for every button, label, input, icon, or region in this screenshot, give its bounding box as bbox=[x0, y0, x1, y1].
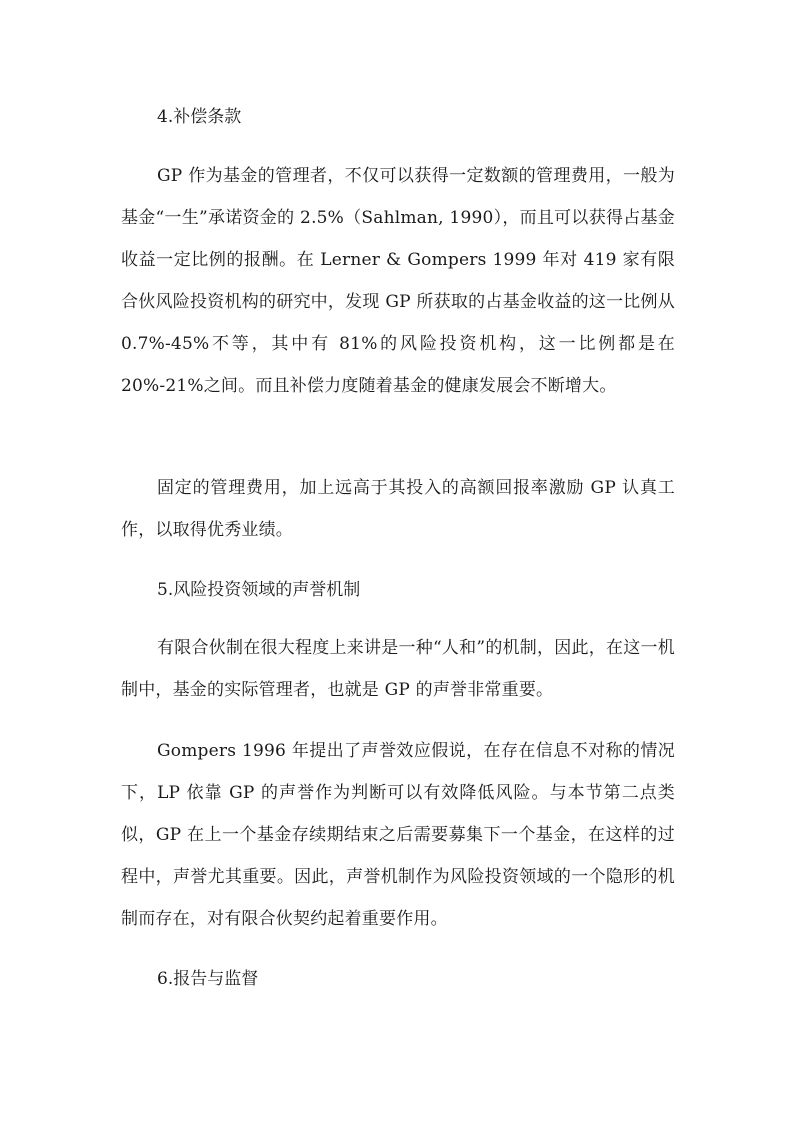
section-4-paragraph-1: GP 作为基金的管理者，不仅可以获得一定数额的管理费用，一般为基金“一生”承诺资金的 2.5%（Sahlman, 1990），而且可以获得占基金收益一定比例的报酬。在 Lerner & Gompers 1999 年对 419 家有限合伙风险投资机构的研究中，发现 GP 所获取的占基金收益的这一比例从 0.7%-45%不等，其中有 81%的风险投资机构，这一比例都是在 20%-21%之间。而且补偿力度随着基金的健康发展会不断增大。 bbox=[121, 166, 675, 396]
section-6-heading: 6.报告与监督 bbox=[157, 969, 259, 989]
section-5-heading: 5.风险投资领域的声誉机制 bbox=[157, 580, 361, 600]
section-5-paragraph-1: 有限合伙制在很大程度上来讲是一种“人和”的机制，因此，在这一机制中，基金的实际管理者，也就是 GP 的声誉非常重要。 bbox=[121, 638, 675, 700]
section-4-paragraph-2: 固定的管理费用，加上远高于其投入的高额回报率激励 GP 认真工作，以取得优秀业绩。 bbox=[121, 478, 675, 540]
section-5-paragraph-2: Gompers 1996 年提出了声誉效应假说，在存在信息不对称的情况下，LP 依靠 GP 的声誉作为判断可以有效降低风险。与本节第二点类似，GP 在上一个基金存续期结束之后需要募集下一个基金，在这样的过程中，声誉尤其重要。因此，声誉机制作为风险投资领域的一个隐形的机制而存在，对有限合伙契约起着重要作用。 bbox=[121, 741, 675, 929]
section-4-heading: 4.补偿条款 bbox=[157, 107, 242, 127]
